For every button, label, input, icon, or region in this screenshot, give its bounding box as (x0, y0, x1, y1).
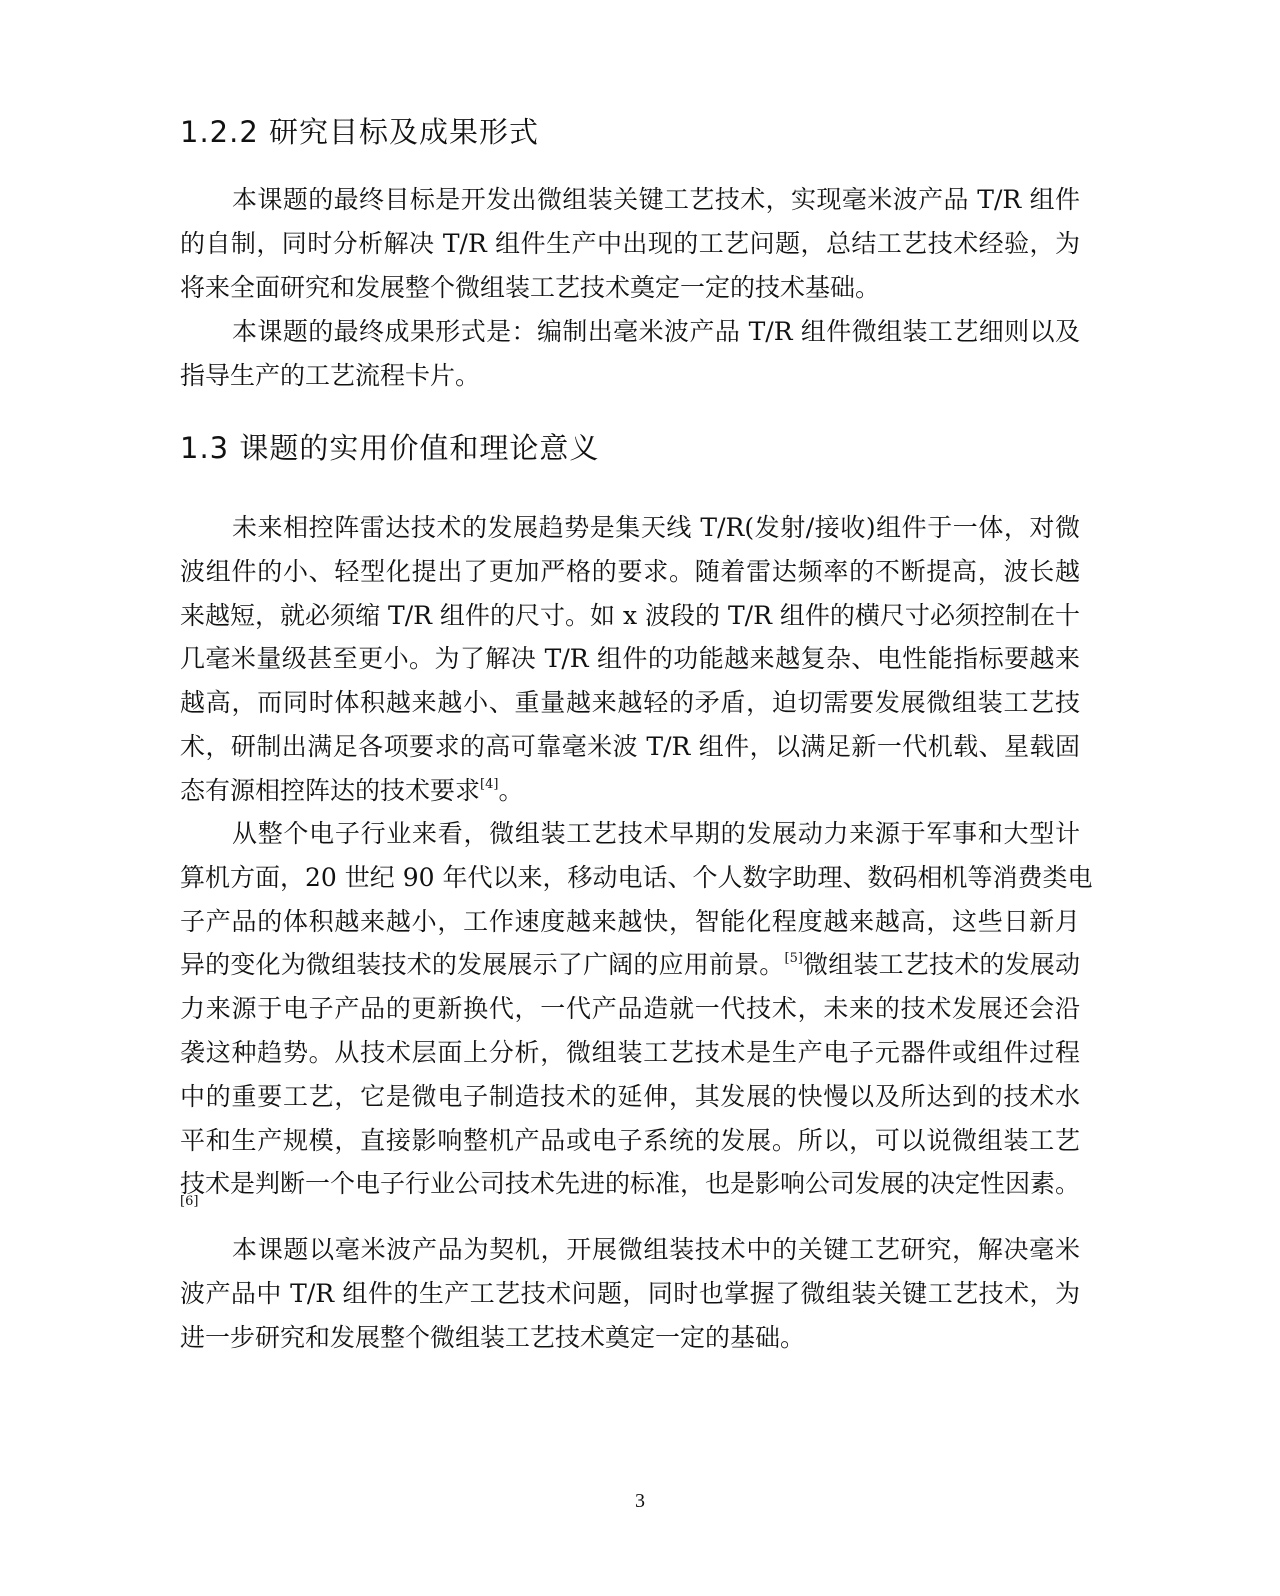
text-line: 本课题的最终成果形式是：编制出毫米波产品 T/R 组件微组装工艺细则以及 (232, 317, 1080, 346)
text-line: 中的重要工艺，它是微电子制造技术的延伸，其发展的快慢以及所达到的技术水 (180, 1081, 1080, 1111)
text-segment: 微组装工艺技术的发展动 (802, 950, 1080, 980)
citation-ref-5: [5] (784, 951, 803, 967)
text-segment: 。 (498, 775, 524, 805)
text-line: 越高，而同时体积越来越小、重量越来越轻的矛盾，迫切需要发展微组装工艺技 (180, 688, 1080, 718)
text-line (180, 769, 1080, 813)
paragraph-result-form (180, 310, 1080, 398)
paragraph-research-goal (180, 178, 1080, 309)
text-line: 力来源于电子产品的更新换代，一代产品造就一代技术，未来的技术发展还会沿 (180, 994, 1080, 1024)
text-line: 本课题以毫米波产品为契机，开展微组装技术中的关键工艺研究，解决毫米 (232, 1235, 1080, 1264)
section-heading-1-2-2: 1.2.2 研究目标及成果形式 (180, 115, 540, 149)
text-segment: 异的变化为微组装技术的发展展示了广阔的应用前景。 (180, 950, 785, 980)
paragraph-conclusion (180, 1228, 1080, 1359)
paragraph-industry-view (180, 812, 1093, 1206)
section-heading-1-3: 1.3 课题的实用价值和理论意义 (180, 431, 600, 465)
paragraph-phased-array (180, 506, 1080, 813)
text-line: 进一步研究和发展整个微组装工艺技术奠定一定的基础。 (180, 1322, 806, 1352)
text-line: 从整个电子行业来看，微组装工艺技术早期的发展动力来源于军事和大型计 (232, 819, 1080, 848)
citation-ref-6: [6] (180, 1194, 199, 1209)
text-line: 算机方面，20 世纪 90 年代以来，移动电话、个人数字助理、数码相机等消费类电 (180, 862, 1093, 892)
text-line: 指导生产的工艺流程卡片。 (180, 360, 481, 390)
text-line: 子产品的体积越来越小，工作速度越来越快，智能化程度越来越高，这些日新月 (180, 906, 1080, 936)
text-line: 技术是判断一个电子行业公司技术先进的标准，也是影响公司发展的决定性因素。 (180, 1169, 1081, 1199)
text-line: 平和生产规模，直接影响整机产品或电子系统的发展。所以，可以说微组装工艺 (180, 1125, 1080, 1155)
text-line: 波产品中 T/R 组件的生产工艺技术问题，同时也掌握了微组装关键工艺技术，为 (180, 1278, 1080, 1308)
text-line: 来越短，就必须缩 T/R 组件的尺寸。如 x 波段的 T/R 组件的横尺寸必须控制在十 (180, 600, 1080, 630)
page-number: 3 (635, 1490, 645, 1512)
text-line: 本课题的最终目标是开发出微组装关键工艺技术，实现毫米波产品 T/R 组件 (232, 185, 1080, 214)
text-line: 的自制，同时分析解决 T/R 组件生产中出现的工艺问题，总结工艺技术经验，为 (180, 228, 1080, 258)
text-line: 袭这种趋势。从技术层面上分析，微组装工艺技术是生产电子元器件或组件过程 (180, 1037, 1080, 1067)
text-segment: 态有源相控阵达的技术要求 (180, 775, 481, 805)
text-line: 未来相控阵雷达技术的发展趋势是集天线 T/R(发射/接收)组件于一体，对微 (232, 513, 1080, 542)
text-line: 几毫米量级甚至更小。为了解决 T/R 组件的功能越来越复杂、电性能指标要越来 (180, 644, 1080, 674)
text-line (180, 943, 1080, 987)
text-line: 将来全面研究和发展整个微组装工艺技术奠定一定的技术基础。 (180, 272, 881, 302)
text-line: 术，研制出满足各项要求的高可靠毫米波 T/R 组件，以满足新一代机载、星载固 (180, 731, 1080, 761)
text-line: 波组件的小、轻型化提出了更加严格的要求。随着雷达频率的不断提高，波长越 (180, 556, 1080, 586)
citation-ref-4: [4] (480, 776, 499, 792)
